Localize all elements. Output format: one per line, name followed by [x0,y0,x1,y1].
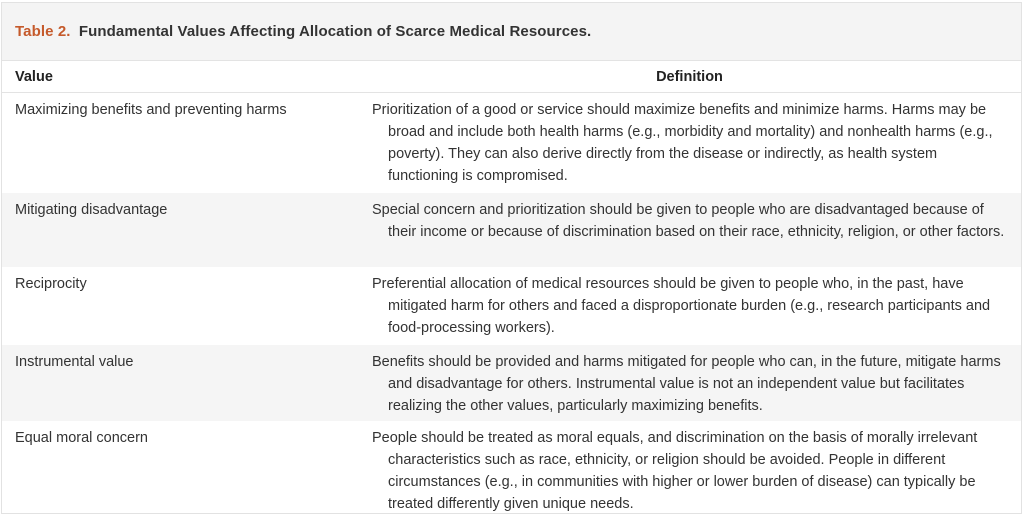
table-row [2,421,1021,517]
row-value: Equal moral concern [15,430,148,446]
table-caption-bar [2,3,1021,61]
row-value: Maximizing benefits and preventing harms [15,102,287,118]
table-row [2,93,1021,193]
table-label: Table 2. [15,23,71,40]
table-container [1,2,1022,514]
column-header-definition: Definition [656,68,723,85]
row-value: Mitigating disadvantage [15,202,168,218]
table-header-row [2,61,1021,93]
row-definition: Special concern and prioritization should be given to people who are disadvantaged because of their income or because of discrimination based on their race, ethnicity, religion, or other factors. [372,202,1005,240]
row-definition: Benefits should be provided and harms mitigated for people who can, in the future, mitigate harms and disadvantage for others. Instrumental value is not an independent value but facilitates realizing the other values, particularly maximizing benefits. [372,354,1001,414]
row-definition: People should be treated as moral equals, and discrimination on the basis of morally irrelevant characteristics such as race, ethnicity, or religion should be avoided. People in different circumstances (e.g., in communities with higher or lower burden of disease) can typically be treated differently given unique needs. [372,430,978,512]
table-row [2,193,1021,267]
row-definition: Preferential allocation of medical resources should be given to people who, in the past, have mitigated harm for others and faced a disproportionate burden (e.g., research participants and food-processing workers). [372,276,991,336]
row-value: Instrumental value [15,354,134,370]
row-value: Reciprocity [15,276,87,292]
table-row [2,267,1021,345]
row-definition: Prioritization of a good or service should maximize benefits and minimize harms. Harms may be broad and include both health harms (e.g., morbidity and mortality) and nonhealth harms (e.g., poverty). They can also derive directly from the disease or indirectly, as health system functioning is compromised. [372,102,993,184]
column-header-value: Value [15,68,53,85]
table-row [2,345,1021,421]
table-caption [15,23,591,40]
table-title: Fundamental Values Affecting Allocation of Scarce Medical Resources. [78,23,592,40]
